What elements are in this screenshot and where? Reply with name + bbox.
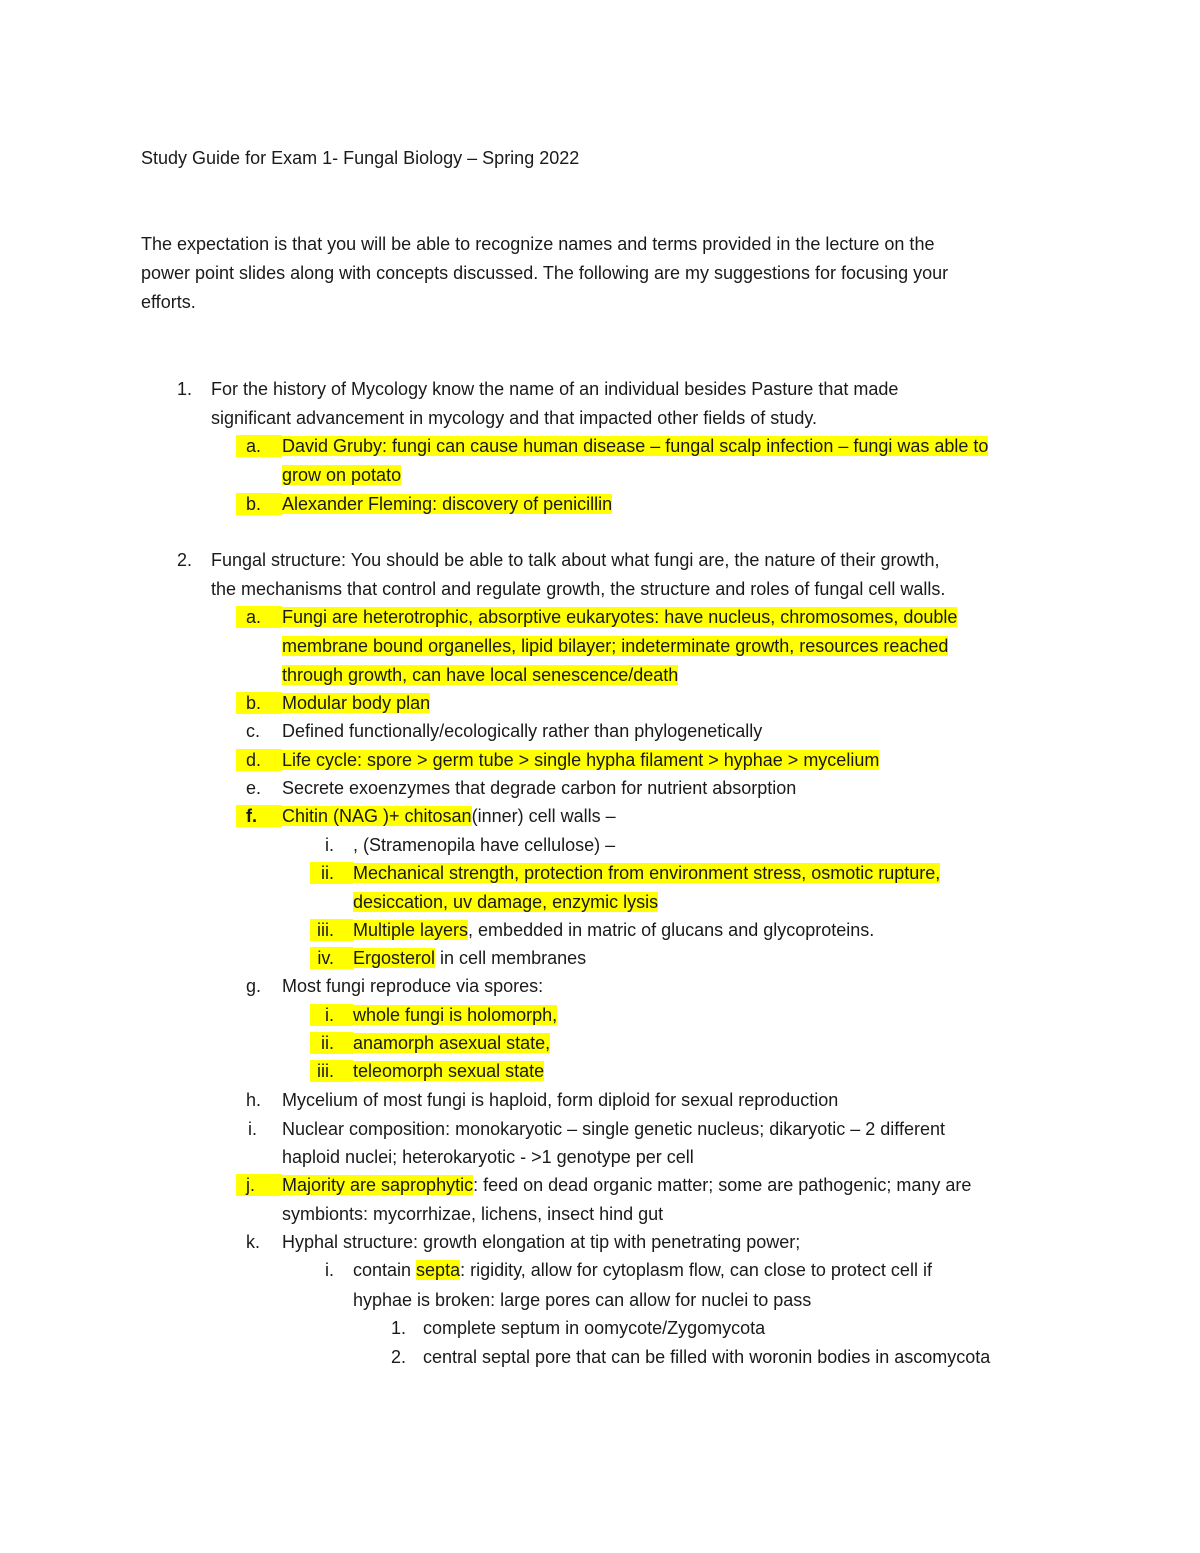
list-marker: ii. xyxy=(310,1032,353,1054)
question-2-text: the mechanisms that control and regulate growth, the structure and roles of fungal cell walls. xyxy=(211,579,946,599)
list-item-text: hyphae is broken: large pores can allow for nuclei to pass xyxy=(353,1290,812,1310)
list-marker: b. xyxy=(236,493,282,515)
list-item-text: complete septum in oomycote/Zygomycota xyxy=(423,1318,766,1338)
list-item-text: central septal pore that can be filled with woronin bodies in ascomycota xyxy=(423,1347,991,1367)
list-marker: i. xyxy=(310,1004,353,1026)
highlighted-answer: septa xyxy=(416,1260,461,1280)
list-marker: iv. xyxy=(310,947,353,969)
list-marker: ii. xyxy=(310,862,353,884)
list-item-text: Nuclear composition: monokaryotic – single genetic nucleus; dikaryotic – 2 different xyxy=(282,1119,946,1139)
list-marker: d. xyxy=(236,749,282,771)
list-item-text xyxy=(353,1259,932,1281)
list-marker: e. xyxy=(246,778,262,798)
list-item-text xyxy=(353,947,586,969)
list-marker: a. xyxy=(236,435,282,457)
list-item-text xyxy=(282,1174,971,1196)
item-text-rest: , embedded in matric of glucans and glycoproteins. xyxy=(468,920,875,940)
highlighted-answer: anamorph asexual state, xyxy=(353,1033,551,1053)
list-item-text: Mycelium of most fungi is haploid, form diploid for sexual reproduction xyxy=(282,1090,839,1110)
highlighted-answer: teleomorph sexual state xyxy=(353,1061,545,1081)
list-marker: iii. xyxy=(310,919,353,941)
list-item-text: Secrete exoenzymes that degrade carbon for nutrient absorption xyxy=(282,778,797,798)
list-marker: i. xyxy=(325,1260,334,1280)
highlighted-answer: Majority are saprophytic xyxy=(282,1175,474,1195)
list-item-text xyxy=(282,805,616,827)
list-item-text: haploid nuclei; heterokaryotic - >1 genotype per cell xyxy=(282,1147,694,1167)
list-item-text: symbionts: mycorrhizae, lichens, insect hind gut xyxy=(282,1204,664,1224)
highlighted-answer: membrane bound organelles, lipid bilayer; indeterminate growth, resources reached xyxy=(282,636,949,656)
list-number: 1. xyxy=(390,1318,406,1338)
item-text-rest: (inner) cell walls – xyxy=(471,806,616,826)
list-marker: i. xyxy=(248,1119,257,1139)
list-number: 2. xyxy=(176,550,192,570)
highlighted-answer: Fungi are heterotrophic, absorptive eukaryotes: have nucleus, chromosomes, double xyxy=(282,607,958,627)
question-1-text: significant advancement in mycology and that impacted other fields of study. xyxy=(211,408,817,428)
highlighted-answer: Multiple layers xyxy=(353,920,469,940)
list-item-text: Hyphal structure: growth elongation at tip with penetrating power; xyxy=(282,1232,801,1252)
item-text-rest: : rigidity, allow for cytoplasm flow, can close to protect cell if xyxy=(460,1260,932,1280)
highlighted-answer: Alexander Fleming: discovery of penicillin xyxy=(282,494,613,514)
list-marker: j. xyxy=(236,1174,282,1196)
list-marker: h. xyxy=(246,1090,262,1110)
question-1-text: For the history of Mycology know the name of an individual besides Pasture that made xyxy=(211,379,899,399)
intro-line: power point slides along with concepts discussed. The following are my suggestions for focusing your xyxy=(141,263,949,283)
list-marker: f. xyxy=(236,805,282,827)
item-text-rest: in cell membranes xyxy=(435,948,587,968)
list-number: 1. xyxy=(176,379,192,399)
list-item-text: Defined functionally/ecologically rather than phylogenetically xyxy=(282,721,763,741)
highlighted-answer: David Gruby: fungi can cause human disease – fungal scalp infection – fungi was able to xyxy=(282,436,989,456)
intro-line: efforts. xyxy=(141,292,196,312)
document-title: Study Guide for Exam 1- Fungal Biology – Spring 2022 xyxy=(141,148,580,168)
intro-line: The expectation is that you will be able to recognize names and terms provided in the lecture on the xyxy=(141,234,935,254)
highlighted-answer: through growth, can have local senescence/death xyxy=(282,665,679,685)
highlighted-answer: Life cycle: spore > germ tube > single hypha filament > hyphae > mycelium xyxy=(282,750,880,770)
highlighted-answer: desiccation, uv damage, enzymic lysis xyxy=(353,892,659,912)
list-item-text: Most fungi reproduce via spores: xyxy=(282,976,544,996)
list-marker: i. xyxy=(325,835,334,855)
item-text-pre: contain xyxy=(353,1260,417,1280)
list-marker: a. xyxy=(236,606,282,628)
list-marker: iii. xyxy=(310,1060,353,1082)
highlighted-answer: Chitin (NAG )+ chitosan xyxy=(282,806,472,826)
highlighted-answer: Mechanical strength, protection from environment stress, osmotic rupture, xyxy=(353,863,941,883)
list-item-text: , (Stramenopila have cellulose) – xyxy=(353,835,616,855)
item-text-rest: : feed on dead organic matter; some are pathogenic; many are xyxy=(473,1175,972,1195)
highlighted-answer: whole fungi is holomorph, xyxy=(353,1005,558,1025)
list-number: 2. xyxy=(390,1347,406,1367)
list-marker: b. xyxy=(236,692,282,714)
list-item-text xyxy=(353,919,874,941)
highlighted-answer: Modular body plan xyxy=(282,693,431,713)
list-marker: c. xyxy=(246,721,261,741)
highlighted-answer: Ergosterol xyxy=(353,948,436,968)
highlighted-answer: grow on potato xyxy=(282,465,402,485)
list-marker: g. xyxy=(246,976,262,996)
question-2-text: Fungal structure: You should be able to talk about what fungi are, the nature of their growth, xyxy=(211,550,940,570)
list-marker: k. xyxy=(246,1232,261,1252)
